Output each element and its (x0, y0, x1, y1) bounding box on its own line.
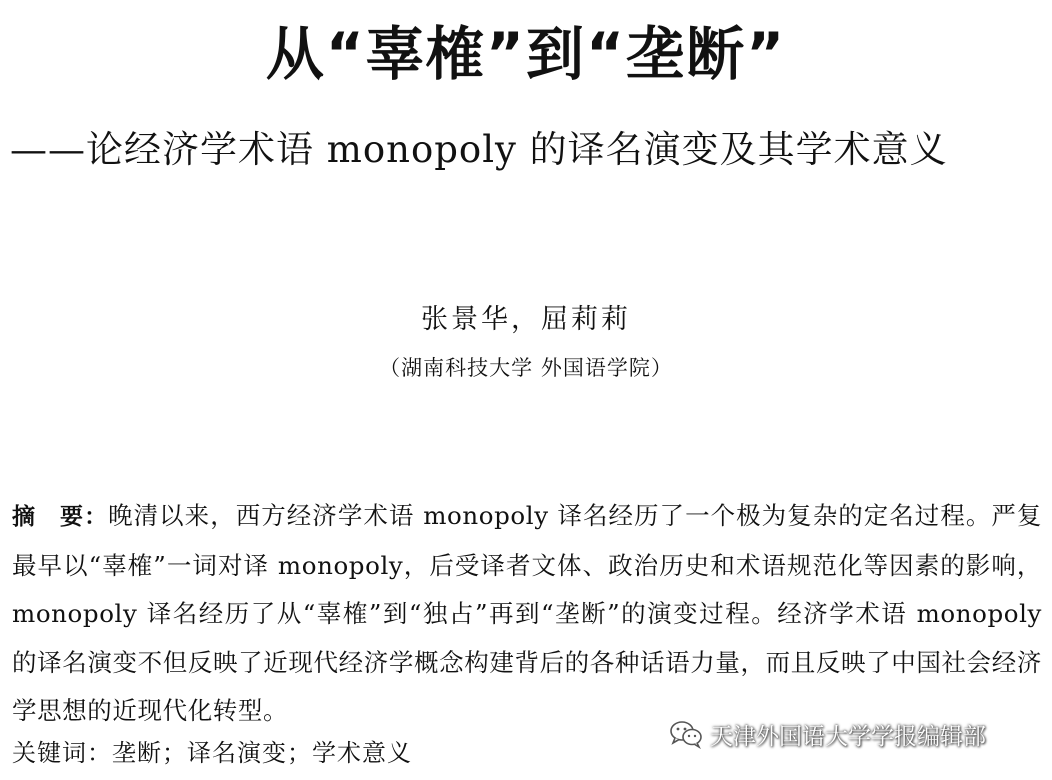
paper-authors: 张景华，屈莉莉 (421, 304, 631, 335)
watermark (668, 714, 986, 754)
abstract-label: 摘 要： (12, 504, 109, 530)
wechat-icon (668, 719, 704, 749)
paper-subtitle: ——论经济学术语 monopoly 的译名演变及其学术意义 (10, 128, 948, 171)
abstract-text: 晚清以来，西方经济学术语 monopoly 译名经历了一个极为复杂的定名过程。严复最早以“辜榷”一词对译 monopoly，后受译者文体、政治历史和术语规范化等因素的影响，monopoly 译名经历了从“辜榷”到“独占”再到“垄断”的演变过程。经济学术语 monopoly 的译名演变不但反映了近现代经济学概念构建背后的各种话语力量，而且反映了中国社会经济学思想的近现代化转型。 (12, 501, 1043, 725)
watermark-text: 天津外国语大学学报编辑部 (710, 723, 986, 750)
paper-title: 从“辜榷”到“垄断” (265, 20, 787, 88)
keywords: 关键词：垄断；译名演变；学术意义 (12, 739, 412, 767)
abstract (12, 492, 1042, 736)
paper-affiliation: （湖南科技大学 外国语学院） (379, 356, 673, 380)
